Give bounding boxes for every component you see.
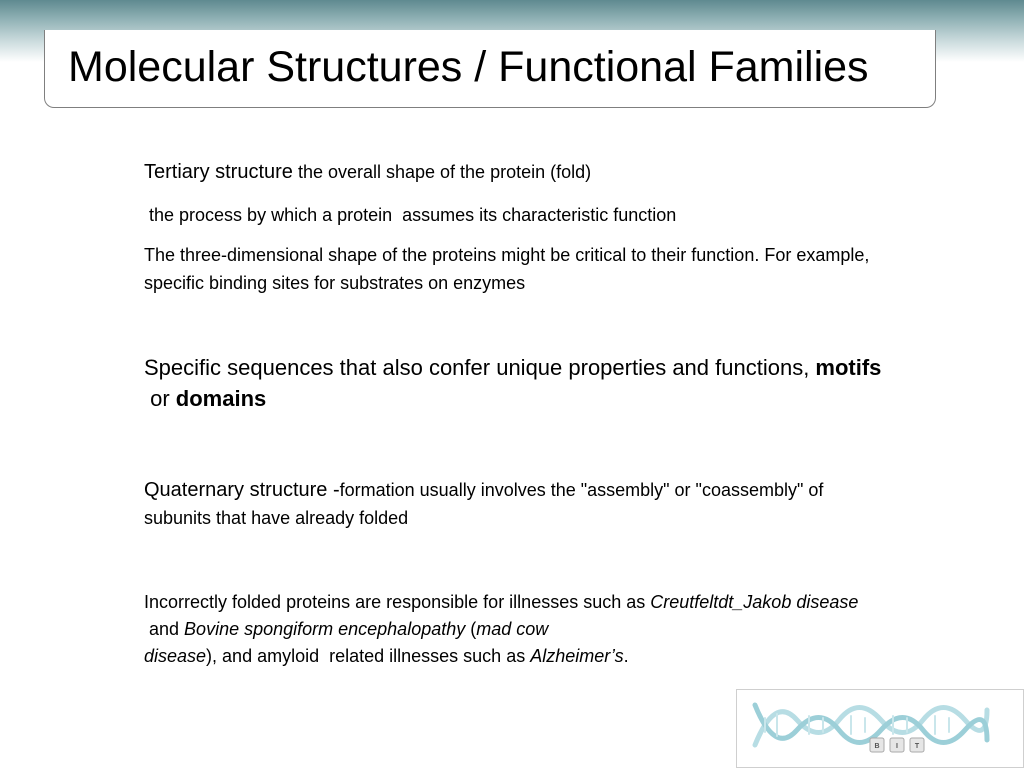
tertiary-desc: the overall shape of the protein (fold) <box>292 162 592 182</box>
illness-text <box>144 589 884 670</box>
illness-alzheimers: Alzheimer’s <box>530 646 624 666</box>
process-text: the process by which a protein assumes its characteristic function <box>144 205 677 225</box>
tertiary-structure-text <box>144 158 884 186</box>
quaternary-term: Quaternary structure - <box>144 479 340 501</box>
three-dimensional-text: The three-dimensional shape of the proteins might be critical to their function. For example, specific binding sites for substrates on enzymes <box>144 245 870 293</box>
illness-mid: ), and amyloid related illnesses such as <box>206 646 531 666</box>
illness-cjd: Creutfeltdt_Jakob disease <box>650 592 859 612</box>
motifs-or: or <box>144 386 176 411</box>
logo-letter-i: I <box>896 743 898 750</box>
illness-end: . <box>623 646 629 666</box>
logo-letter-b: B <box>874 743 880 750</box>
tertiary-term: Tertiary structure <box>144 161 293 183</box>
illness-mad-cow: mad cow disease <box>144 619 549 666</box>
motifs-text <box>144 352 884 414</box>
slide-title: Molecular Structures / Functional Families <box>68 43 869 91</box>
illness-paren-open: ( <box>465 619 477 639</box>
quaternary-desc: formation usually involves the "assembly" or "coassembly" of subunits that have already folded <box>144 480 824 528</box>
motifs-prefix: Specific sequences that also confer unique properties and functions, <box>144 355 816 380</box>
illness-intro: Incorrectly folded proteins are responsible for illnesses such as <box>144 592 651 612</box>
illness-bse: Bovine spongiform encephalopathy <box>184 619 466 639</box>
illness-and: and <box>144 619 185 639</box>
dna-helix-icon <box>737 690 1023 767</box>
logo <box>736 689 1024 768</box>
domains-term: domains <box>175 386 267 411</box>
quaternary-structure-text <box>144 476 884 532</box>
logo-letter-t: T <box>914 743 920 750</box>
motifs-term: motifs <box>815 355 882 380</box>
